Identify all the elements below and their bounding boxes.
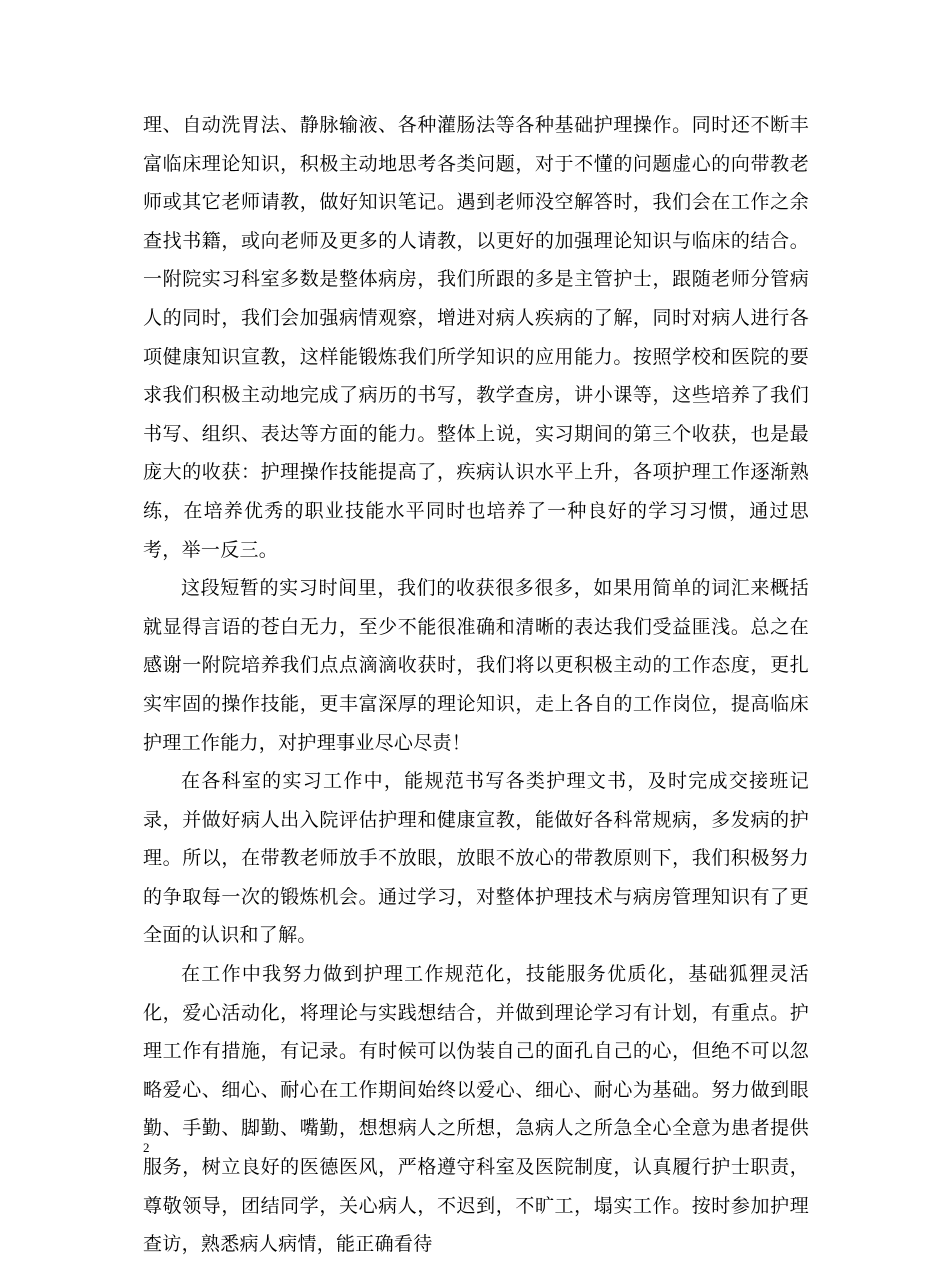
paragraph-1: 理、自动洗胃法、静脉输液、各种灌肠法等各种基础护理操作。同时还不断丰富临床理论知识，积极主动地思考各类问题，对于不懂的问题虚心的向带教老师或其它老师请教，做好知识笔记。遇到老师没空解答时，我们会在工作之余查找书籍，或向老师及更多的人请教，以更好的加强理论知识与临床的结合。一附院实习科室多数是整体病房，我们所跟的多是主管护士，跟随老师分管病人的同时，我们会加强病情观察，增进对病人疾病的了解，同时对病人进行各项健康知识宣教，这样能锻炼我们所学知识的应用能力。按照学校和医院的要求我们积极主动地完成了病历的书写，教学查房，讲小课等，这些培养了我们书写、组织、表达等方面的能力。整体上说，实习期间的第三个收获，也是最庞大的收获：护理操作技能提高了，疾病认识水平上升，各项护理工作逐渐熟练，在培养优秀的职业技能水平同时也培养了一种良好的学习习惯，通过思考，举一反三。 [143,114,809,561]
paragraph-3: 在各科室的实习工作中，能规范书写各类护理文书，及时完成交接班记录，并做好病人出入院评估护理和健康宣教，能做好各科常规病，多发病的护理。所以，在带教老师放手不放眼，放眼不放心的带教原则下，我们积极努力的争取每一次的锻炼机会。通过学习，对整体护理技术与病房管理知识有了更全面的认识和了解。 [143,770,809,947]
body-text [143,106,809,1264]
paragraph-4: 在工作中我努力做到护理工作规范化，技能服务优质化，基础狐狸灵活化，爱心活动化，将理论与实践想结合，并做到理论学习有计划，有重点。护理工作有措施，有记录。有时候可以伪装自己的面孔自己的心，但绝不可以忽略爱心、细心、耐心在工作期间始终以爱心、细心、耐心为基础。努力做到眼勤、手勤、脚勤、嘴勤，想想病人之所想，急病人之所急全心全意为患者提供服务，树立良好的医德医风，严格遵守科室及医院制度，认真履行护士职责，尊敬领导，团结同学，关心病人，不迟到，不旷工，塌实工作。按时参加护理查访，熟悉病人病情，能正确看待 [143,963,809,1256]
paragraph-2: 这段短暂的实习时间里，我们的收获很多很多，如果用简单的词汇来概括就显得言语的苍白无力，至少不能很准确和清晰的表达我们受益匪浅。总之在感谢一附院培养我们点点滴滴收获时，我们将以更积极主动的工作态度，更扎实牢固的操作技能，更丰富深厚的理论知识，走上各自的工作岗位，提高临床护理工作能力，对护理事业尽心尽责！ [143,577,809,754]
page-number: 2 [143,1140,150,1155]
